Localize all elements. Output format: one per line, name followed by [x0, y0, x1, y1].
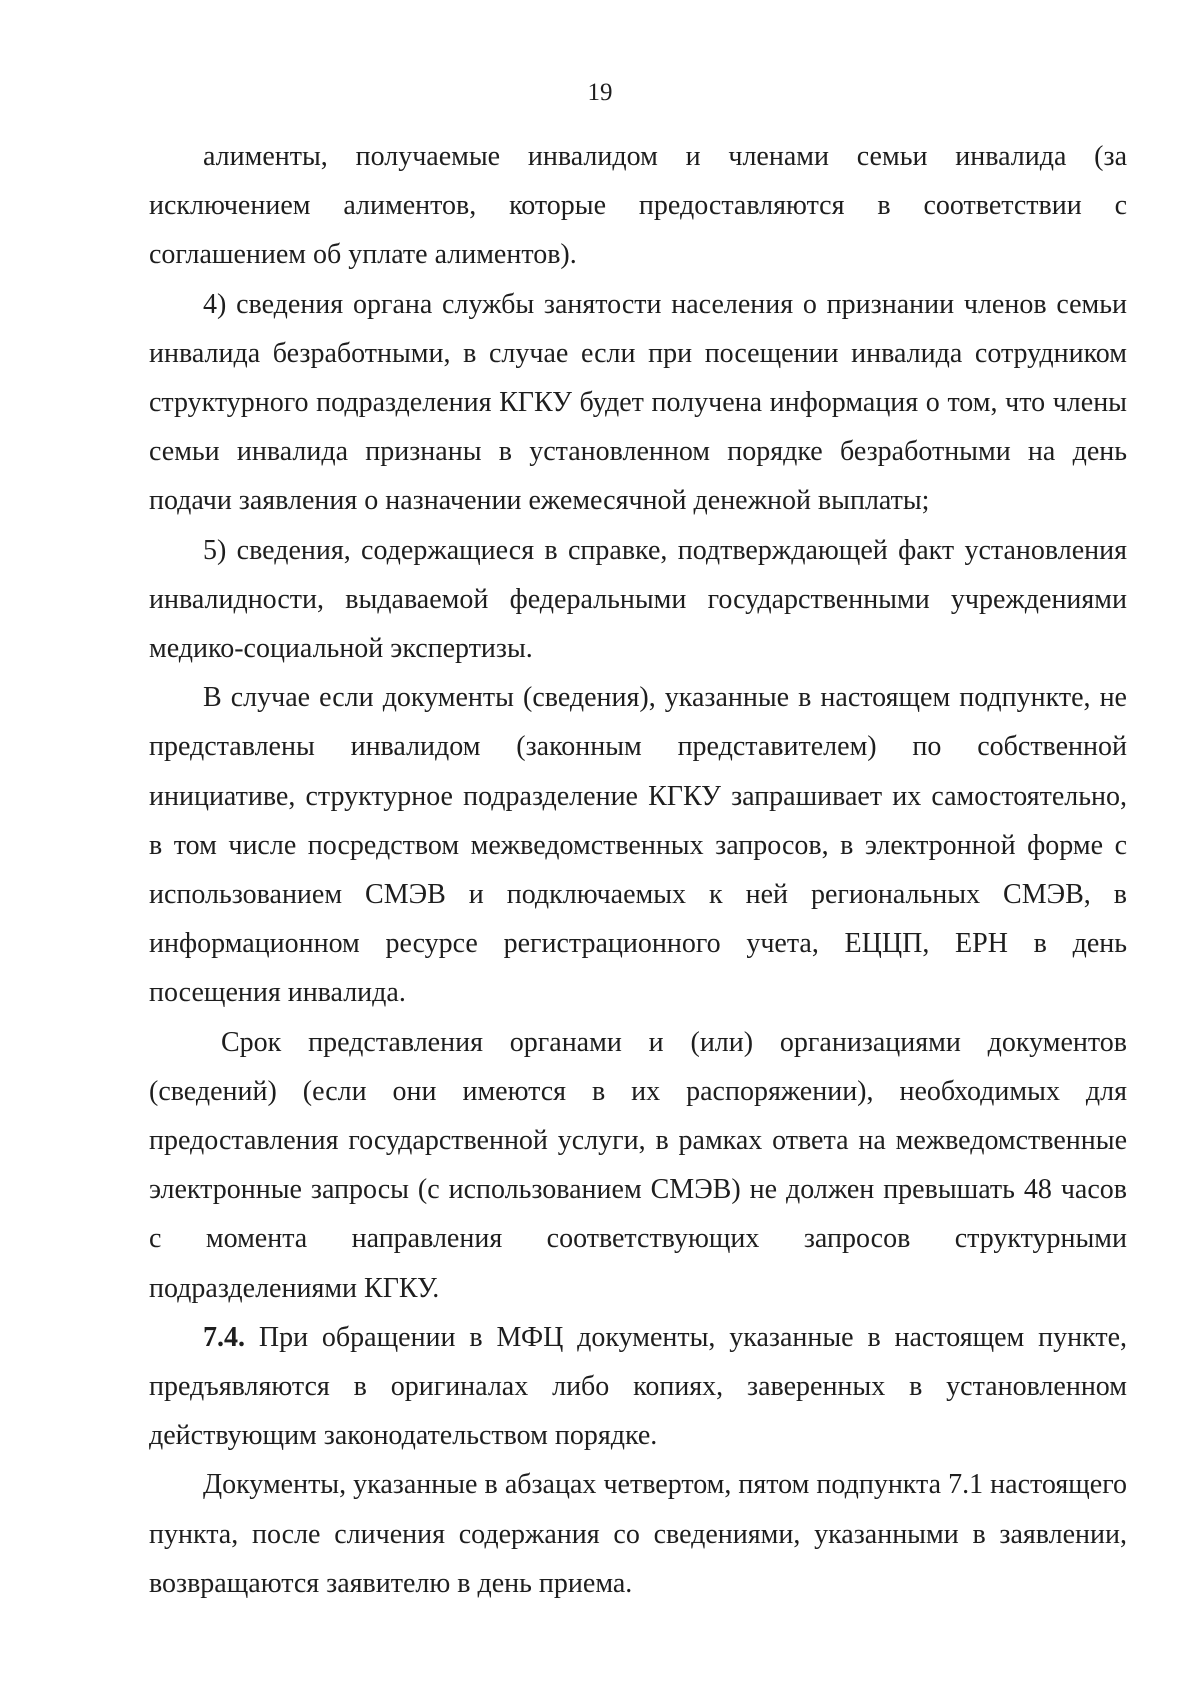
paragraph-documents-returned: Документы, указанные в абзацах четвертом, пятом подпункта 7.1 настоящего пункта, после сличения содержания со сведениями, указанными в заявлении, возвращаются заявителю в день приема. — [149, 1469, 1127, 1599]
paragraph-clause-7-4 — [149, 1313, 1127, 1461]
clause-text: При обращении в МФЦ документы, указанные в настоящем пункте, предъявляются в оригиналах либо копиях, заверенных в установленном действующим законодательством порядке. — [149, 1321, 1127, 1452]
document-body — [149, 132, 1127, 1608]
paragraph-response-deadline: Срок представления органами и (или) организациями документов (сведений) (если они имеются в их распоряжении), необходимых для предоставления государственной услуги, в рамках ответа на межведомственные электронные запросы (с использованием СМЭВ) не должен превышать 48 часов с момента направления соответствующих запросов структурными подразделениями КГКУ. — [149, 1026, 1127, 1304]
paragraph-item-5-disability-certificate: 5) сведения, содержащиеся в справке, подтверждающей факт установления инвалидности, выдаваемой федеральными государственными учреждениями медико-социальной экспертизы. — [149, 534, 1127, 665]
paragraph-item-4-employment-service: 4) сведения органа службы занятости населения о признании членов семьи инвалида безработными, в случае если при посещении инвалида сотрудником структурного подразделения КГКУ будет получена информация о том, что члены семьи инвалида признаны в установленном порядке безработными на день подачи заявления о назначении ежемесячной денежной выплаты; — [149, 288, 1127, 517]
paragraph-interagency-requests: В случае если документы (сведения), указанные в настоящем подпункте, не представлены инвалидом (законным представителем) по собственной инициативе, структурное подразделение КГКУ запрашивает их самостоятельно, в том числе посредством межведомственных запросов, в электронной форме с использованием СМЭВ и подключаемых к ней региональных СМЭВ, в информационном ресурсе регистрационного учета, ЕЦЦП, ЕРН в день посещения инвалида. — [149, 682, 1127, 1009]
clause-number: 7.4. — [203, 1321, 245, 1353]
paragraph-alimony-continuation: алименты, получаемые инвалидом и членами семьи инвалида (за исключением алиментов, которые предоставляются в соответствии с соглашением об уплате алиментов). — [149, 141, 1127, 271]
page-number: 19 — [587, 79, 613, 106]
